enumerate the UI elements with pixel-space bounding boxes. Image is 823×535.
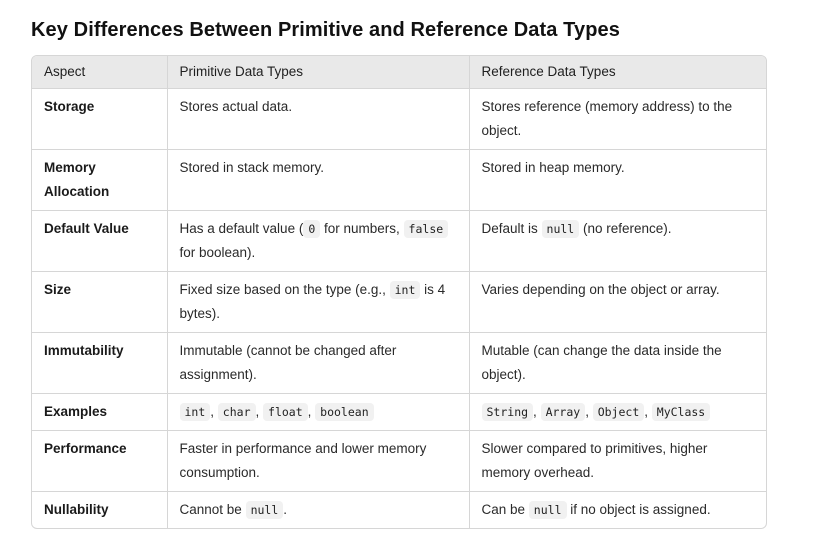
inline-code: char (218, 403, 256, 421)
cell-text: for boolean). (179, 245, 256, 260)
cell-text: Has a default value ( (179, 221, 304, 236)
cell-primitive (167, 211, 469, 272)
cell-text: , (644, 404, 652, 419)
cell-reference (469, 272, 766, 333)
cell-primitive (167, 272, 469, 333)
cell-text: Stored in heap memory. (481, 160, 625, 175)
cell-text: Cannot be (179, 502, 246, 517)
cell-text: Varies depending on the object or array. (481, 282, 720, 297)
page-title: Key Differences Between Primitive and Reference Data Types (31, 19, 620, 41)
inline-code: false (404, 220, 449, 238)
comparison-table-container (31, 55, 767, 529)
cell-aspect: Size (32, 272, 167, 333)
cell-text: Default is (481, 221, 542, 236)
inline-code: int (390, 281, 421, 299)
cell-primitive (167, 431, 469, 492)
cell-text: , (533, 404, 541, 419)
inline-code: boolean (315, 403, 373, 421)
cell-aspect: Examples (32, 394, 167, 431)
inline-code: null (529, 501, 567, 519)
header-aspect: Aspect (32, 56, 167, 89)
cell-text: Can be (481, 502, 529, 517)
cell-primitive (167, 89, 469, 150)
cell-aspect: Default Value (32, 211, 167, 272)
cell-aspect: Performance (32, 431, 167, 492)
cell-text: , (255, 404, 264, 419)
cell-text: Fixed size based on the type (e.g., (179, 282, 390, 297)
cell-text: , (210, 404, 218, 419)
cell-aspect: Memory Allocation (32, 150, 167, 211)
table-row (32, 333, 766, 394)
inline-code: Object (593, 403, 645, 421)
cell-aspect: Immutability (32, 333, 167, 394)
cell-primitive (167, 492, 469, 529)
table-row (32, 431, 766, 492)
table-body (32, 89, 766, 529)
cell-text: , (307, 404, 316, 419)
cell-reference (469, 211, 766, 272)
cell-primitive (167, 333, 469, 394)
table-row (32, 394, 766, 431)
cell-text: Mutable (can change the data inside the object). (481, 343, 722, 382)
cell-primitive (167, 150, 469, 211)
table-row (32, 211, 766, 272)
inline-code: int (180, 403, 211, 421)
cell-text: for numbers, (320, 221, 404, 236)
cell-text: (no reference). (579, 221, 672, 236)
cell-reference (469, 394, 766, 431)
inline-code: Array (541, 403, 586, 421)
cell-text: Stores reference (memory address) to the object. (481, 99, 733, 138)
table-row (32, 492, 766, 529)
cell-text: Stored in stack memory. (179, 160, 325, 175)
cell-reference (469, 431, 766, 492)
table-header-row (32, 56, 766, 89)
cell-text: Stores actual data. (179, 99, 293, 114)
inline-code: 0 (303, 220, 320, 238)
inline-code: null (246, 501, 284, 519)
cell-primitive (167, 394, 469, 431)
table-row (32, 272, 766, 333)
inline-code: float (263, 403, 308, 421)
cell-text: if no object is assigned. (566, 502, 711, 517)
table-row (32, 150, 766, 211)
cell-reference (469, 150, 766, 211)
cell-text: Slower compared to primitives, higher memory overhead. (481, 441, 708, 480)
cell-aspect: Storage (32, 89, 167, 150)
cell-reference (469, 89, 766, 150)
header-primitive: Primitive Data Types (167, 56, 469, 89)
cell-aspect: Nullability (32, 492, 167, 529)
cell-text: , (585, 404, 593, 419)
comparison-table (32, 56, 766, 528)
cell-text: Faster in performance and lower memory consumption. (179, 441, 427, 480)
table-row (32, 89, 766, 150)
inline-code: null (542, 220, 580, 238)
inline-code: String (482, 403, 534, 421)
cell-text: is 4 bytes). (179, 282, 446, 321)
header-reference: Reference Data Types (469, 56, 766, 89)
cell-text: . (283, 502, 288, 517)
cell-reference (469, 492, 766, 529)
cell-reference (469, 333, 766, 394)
inline-code: MyClass (652, 403, 710, 421)
cell-text: Immutable (cannot be changed after assignment). (179, 343, 397, 382)
